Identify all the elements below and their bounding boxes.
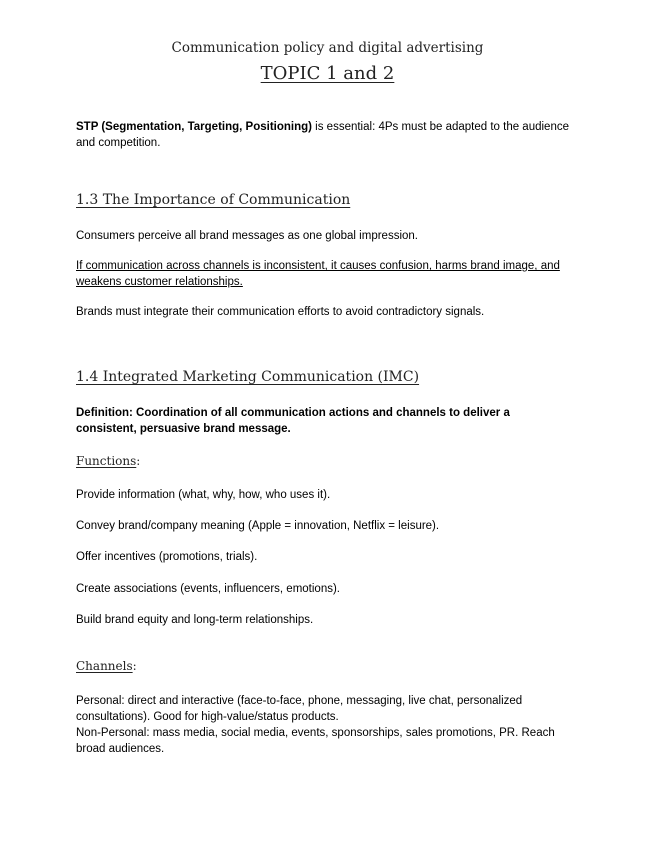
channels-personal: Personal: direct and interactive (face-to-face, phone, messaging, live chat, personalized consultations). Good for high-value/status products.	[76, 695, 523, 723]
channels-heading	[76, 659, 137, 673]
function-item: Offer incentives (promotions, trials).	[76, 551, 258, 563]
channels-label: Channels	[76, 659, 133, 673]
function-item: Provide information (what, why, how, who uses it).	[76, 489, 331, 501]
section-1-4-heading: 1.4 Integrated Marketing Communication (IMC)	[76, 369, 420, 385]
section-1-3-paragraph-2: If communication across channels is inconsistent, it causes confusion, harms brand image, and weakens customer relationships.	[76, 260, 560, 288]
section-1-3-paragraph-3: Brands must integrate their communication efforts to avoid contradictory signals.	[76, 306, 485, 318]
section-1-3-heading: 1.3 The Importance of Communication	[76, 192, 351, 208]
function-item: Convey brand/company meaning (Apple = innovation, Netflix = leisure).	[76, 520, 440, 532]
stp-bold-lead: STP (Segmentation, Targeting, Positioning)	[76, 121, 312, 133]
function-item: Build brand equity and long-term relationships.	[76, 614, 314, 626]
section-1-3-paragraph-1: Consumers perceive all brand messages as one global impression.	[76, 230, 418, 242]
stp-rest: is essential: 4Ps must be adapted to the audience and competition.	[76, 121, 569, 149]
document-header-title: Communication policy and digital advertising	[171, 40, 484, 56]
imc-definition: Definition: Coordination of all communication actions and channels to deliver a consistent, persuasive brand message.	[76, 407, 510, 435]
stp-paragraph	[76, 119, 581, 151]
functions-label: Functions	[76, 454, 137, 468]
function-item: Create associations (events, influencers, emotions).	[76, 583, 340, 595]
channels-colon: :	[132, 659, 137, 673]
functions-heading	[76, 454, 140, 468]
topic-title: TOPIC 1 and 2	[260, 63, 395, 84]
functions-colon: :	[136, 454, 141, 468]
channels-nonpersonal: Non-Personal: mass media, social media, events, sponsorships, sales promotions, PR. Reach broad audiences.	[76, 727, 555, 755]
